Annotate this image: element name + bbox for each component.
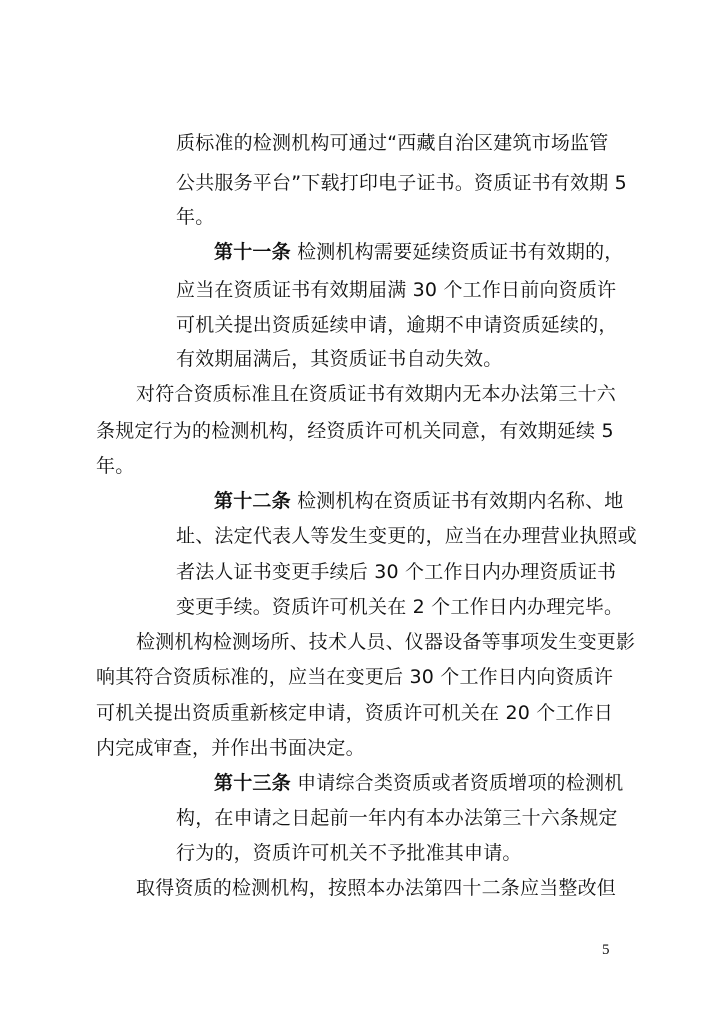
article-title: 第十二条 [214, 490, 291, 512]
text-line: 检测机构检测场所、技术人员、仪器设备等事项发生变更影 [136, 631, 636, 653]
text-line: 条规定行为的检测机构，经资质许可机关同意，有效期延续 5 [96, 420, 614, 442]
article-title: 第十一条 [214, 241, 291, 263]
article-text: 检测机构需要延续资质证书有效期的， [297, 241, 624, 263]
article-line [214, 239, 623, 265]
text-line: 变更手续。资质许可机关在 2 个工作日内办理完毕。 [176, 596, 624, 618]
text-line: 年。 [96, 455, 135, 477]
text-line: 可机关提出资质重新核定申请，资质许可机关在 20 个工作日 [96, 702, 614, 724]
text-line: 可机关提出资质延续申请，逾期不申请资质延续的， [176, 314, 618, 336]
text-line: 址、法定代表人等发生变更的，应当在办理营业执照或 [176, 525, 637, 547]
text-line: 者法人证书变更手续后 30 个工作日内办理资质证书 [176, 561, 617, 583]
text-line: 质标准的检测机构可通过“西藏自治区建筑市场监管 [176, 132, 609, 154]
article-line [214, 770, 623, 796]
article-title: 第十三条 [214, 772, 291, 794]
article-text: 申请综合类资质或者资质增项的检测机 [297, 772, 624, 794]
article-text: 检测机构在资质证书有效期内名称、地 [297, 490, 624, 512]
text-line: 应当在资质证书有效期届满 30 个工作日前向资质许 [176, 279, 617, 301]
text-line: 有效期届满后，其资质证书自动失效。 [176, 348, 503, 370]
article-line [214, 488, 623, 514]
text-line: 响其符合资质标准的，应当在变更后 30 个工作日内向资质许 [96, 666, 614, 688]
page-number: 5 [602, 942, 610, 958]
text-line: 构，在申请之日起前一年内有本办法第三十六条规定 [176, 807, 618, 829]
text-line: 内完成审查，并作出书面决定。 [96, 737, 365, 759]
text-line: 年。 [176, 206, 215, 228]
text-line: 行为的，资质许可机关不予批准其申请。 [176, 842, 522, 864]
text-line: 取得资质的检测机构，按照本办法第四十二条应当整改但 [136, 877, 617, 899]
text-line: 对符合资质标准且在资质证书有效期内无本办法第三十六 [136, 383, 617, 405]
text-line: 公共服务平台”下载打印电子证书。资质证书有效期 5 [176, 172, 627, 194]
